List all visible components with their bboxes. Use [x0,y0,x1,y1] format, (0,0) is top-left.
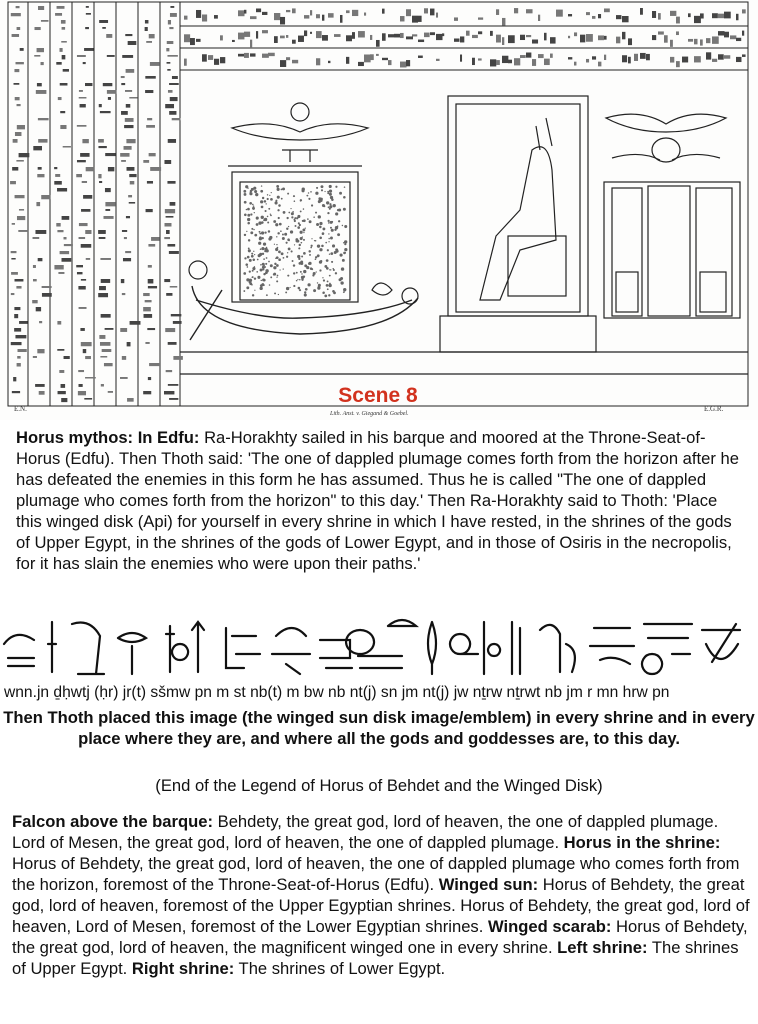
artist-mark-right: E.G.R. [704,405,724,413]
barque-icon [190,286,418,340]
hieroglyph-frieze-svg [0,614,758,684]
hieroglyph-frieze [0,614,758,684]
intro-paragraph [16,427,746,574]
end-note: (End of the Legend of Horus of Behdet and the Winged Disk) [155,776,603,795]
caption-text-winged-sun: Horus of Behdety, the great god, lord of heaven, foremost of the Upper Egyptian shrines. Horus of Behdety, the great god, lord of heaven, Lord of Mesen, foremost of the Lower Egyptian shrines. [12,875,750,936]
seated-horus-icon [440,96,596,352]
caption-text-winged-scarab: Horus of Behdety, the great god, lord of heaven, the magnificent winged one in every shrine. [12,917,748,957]
caption-text-right-shrine: The shrines of Lower Egypt. [234,959,446,978]
captions-paragraph [12,811,750,979]
artist-mark-left: E.N. [14,405,27,413]
caption-label-winged-sun: Winged sun: [438,875,539,894]
caption-label-winged-scarab: Winged scarab: [487,917,612,936]
winged-sun-disk-icon [232,103,368,162]
caption-text-falcon: Behdety, the great god, lord of heaven, the one of dappled plumage. Lord of Mesen, the great god, lord of heaven, the one of dappled plumage. [12,812,719,852]
caption-text-left-shrine: The shrines of Upper Egypt. [12,938,739,978]
translation: Then Thoth placed this image (the winged sun disk image/emblem) in every shrine and in every place where they are, and where all the gods and goddesses are, to this day. [3,708,755,748]
caption-label-right-shrine: Right shrine: [131,959,235,978]
shrine-icon [604,182,740,318]
relief-drawing-svg [0,0,758,420]
intro-text: Ra-Horakhty sailed in his barque and moored at the Throne-Seat-of-Horus (Edfu). Then Thoth said: 'The one of dappled plumage comes forth from the horizon after he has defeated the enemies in this form he has assumed. Thus he is called "The one of dappled plumage who comes forth from the horizon" to this day.' Then Ra-Horakhty said to Thoth: 'Place this winged disk (Api) for yourself in every shrine in which I have rested, in the shrines of the gods of Upper Egypt, in the shrines of the gods of Lower Egypt, and in those of Osiris in the necropolis, for it has slain the enemies who were upon their paths.' [16,428,739,573]
scene-label: Scene 8 [338,384,418,407]
intro-heading: Horus mythos: In Edfu: [16,428,200,447]
caption-label-horus: Horus in the shrine: [563,833,721,852]
falcon-icon [189,261,418,304]
winged-scarab-icon [606,114,726,162]
caption-label-falcon: Falcon above the barque: [12,812,214,831]
caption-text-horus: Horus of Behdety, the great god, lord of heaven, the one of dappled plumage who comes forth from the horizon, foremost of the Throne-Seat-of-Horus (Edfu). [12,854,740,894]
relief-drawing [0,0,758,420]
transliteration: wnn.jn ḏḥwtj (ḥr) jr(t) sšmw pn m st nb(t) m bw nb nt(j) sn jm nt(j) jw nṯrw nṯrwt nb jm r mn hrw pn [4,684,670,701]
caption-label-left-shrine: Left shrine: [557,938,648,957]
lithographer-mark: Lith. Anst. v. Giegand & Goebel. [330,411,409,417]
